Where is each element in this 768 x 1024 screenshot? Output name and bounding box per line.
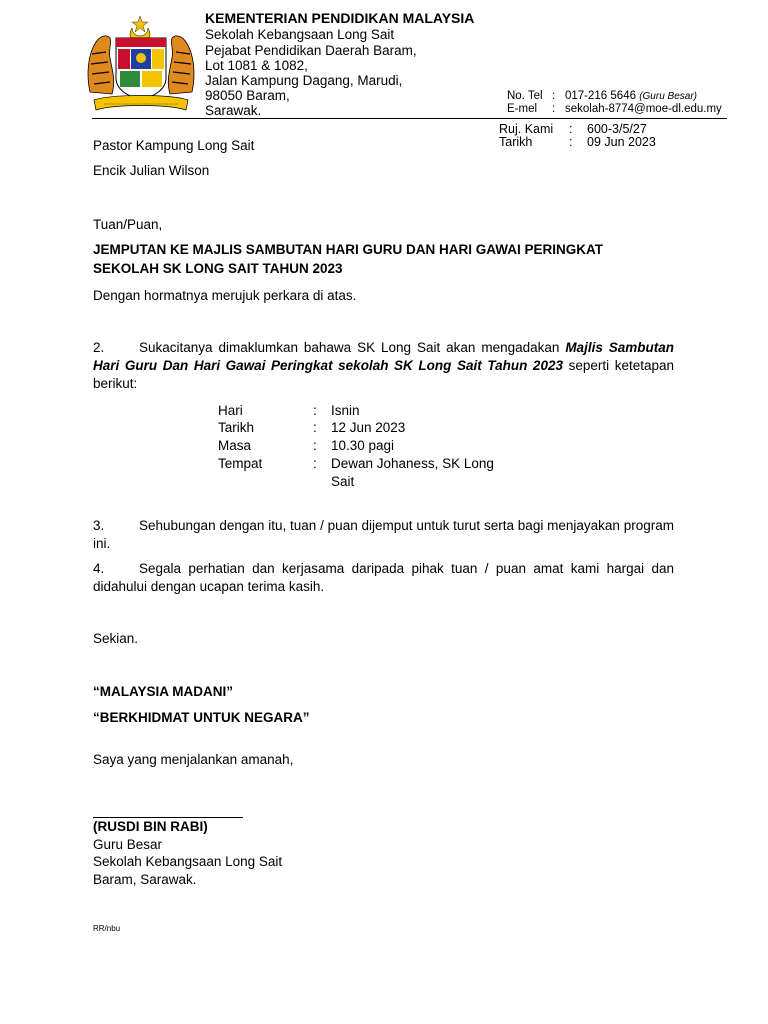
- detail-time-sep: :: [313, 438, 317, 453]
- detail-date-sep: :: [313, 420, 317, 435]
- school-name: Sekolah Kebangsaan Long Sait: [205, 27, 395, 42]
- para3-text: Sehubungan dengan itu, tuan / puan dijemput untuk turut serta bagi menjayakan program ini.: [93, 518, 674, 551]
- subject-line-1: JEMPUTAN KE MAJLIS SAMBUTAN HARI GURU DAN HARI GAWAI PERINGKAT: [93, 242, 604, 257]
- recipient-line-1: Pastor Kampung Long Sait: [93, 138, 255, 153]
- detail-venue-value-cont: Sait: [331, 474, 355, 489]
- header-divider: [92, 118, 727, 119]
- email-value[interactable]: sekolah-8774@moe-dl.edu.my: [565, 103, 722, 115]
- ref-sep: :: [569, 122, 573, 136]
- subject-line-2: SEKOLAH SK LONG SAIT TAHUN 2023: [93, 261, 343, 276]
- para4-number: 4.: [93, 561, 105, 576]
- address-line-5: Sarawak.: [205, 103, 262, 118]
- signatory-school: Sekolah Kebangsaan Long Sait: [93, 854, 283, 869]
- ref-label: Ruj. Kami: [499, 122, 554, 136]
- detail-day-sep: :: [313, 403, 317, 418]
- email-label: E-mel: [507, 103, 538, 115]
- motto-scroll: [94, 96, 188, 111]
- intro-paragraph: Dengan hormatnya merujuk perkara di atas.: [93, 288, 357, 303]
- tel-sep: :: [552, 90, 556, 102]
- slogan-malaysia-madani: “MALAYSIA MADANI”: [93, 684, 234, 699]
- tel-label: No. Tel: [507, 90, 543, 102]
- detail-venue-value: Dewan Johaness, SK Long: [331, 456, 494, 471]
- para2-event-name: Majlis Sambutan Hari Guru Dan Hari Gawai Peringkat sekolah SK Long Sait Tahun 2023: [93, 340, 674, 373]
- para2-text-after: seperti ketetapan berikut:: [93, 358, 674, 391]
- left-tiger: [88, 36, 114, 94]
- trust-line: Saya yang menjalankan amanah,: [93, 752, 294, 767]
- tel-value: [565, 90, 697, 102]
- detail-time-label: Masa: [218, 438, 252, 453]
- signatory-name: (RUSDI BIN RABI): [93, 819, 208, 834]
- paragraph-4: [93, 560, 674, 596]
- detail-date-value: 12 Jun 2023: [331, 420, 406, 435]
- date-value: 09 Jun 2023: [587, 135, 656, 149]
- para2-text-before: Sukacitanya dimaklumkan bahawa SK Long Sait akan mengadakan: [139, 340, 566, 355]
- address-line-1: Pejabat Pendidikan Daerah Baram,: [205, 43, 417, 58]
- detail-venue-label: Tempat: [218, 456, 263, 471]
- paragraph-2: [93, 339, 674, 393]
- recipient-line-2: Encik Julian Wilson: [93, 163, 210, 178]
- closing: Sekian.: [93, 631, 139, 646]
- address-line-4: 98050 Baram,: [205, 88, 290, 103]
- tel-number: 017-216 5646: [565, 90, 636, 102]
- detail-day-label: Hari: [218, 403, 243, 418]
- email-sep: :: [552, 103, 556, 115]
- right-tiger: [168, 36, 194, 94]
- address-line-2: Lot 1081 & 1082,: [205, 58, 308, 73]
- tel-note: (Guru Besar): [639, 91, 697, 102]
- detail-day-value: Isnin: [331, 403, 360, 418]
- paragraph-3: [93, 517, 674, 553]
- detail-time-value: 10.30 pagi: [331, 438, 395, 453]
- detail-venue-sep: :: [313, 456, 317, 471]
- coat-of-arms-emblem: [82, 14, 200, 114]
- detail-date-label: Tarikh: [218, 420, 255, 435]
- para3-number: 3.: [93, 518, 105, 533]
- signature-line: [93, 817, 243, 818]
- ref-value: 600-3/5/27: [587, 122, 647, 136]
- date-label: Tarikh: [499, 135, 533, 149]
- footer-reference: RR/nbu: [93, 924, 121, 933]
- para2-number: 2.: [93, 340, 105, 355]
- date-sep: :: [569, 135, 573, 149]
- star: [132, 16, 148, 32]
- slogan-berkhidmat: “BERKHIDMAT UNTUK NEGARA”: [93, 710, 310, 725]
- salutation: Tuan/Puan,: [93, 217, 163, 232]
- para4-text: Segala perhatian dan kerjasama daripada pihak tuan / puan amat kami hargai dan didahului dengan ucapan terima kasih.: [93, 561, 674, 594]
- signatory-location: Baram, Sarawak.: [93, 872, 197, 887]
- address-line-3: Jalan Kampung Dagang, Marudi,: [205, 73, 403, 88]
- ministry-name: KEMENTERIAN PENDIDIKAN MALAYSIA: [205, 10, 475, 26]
- signatory-title: Guru Besar: [93, 837, 163, 852]
